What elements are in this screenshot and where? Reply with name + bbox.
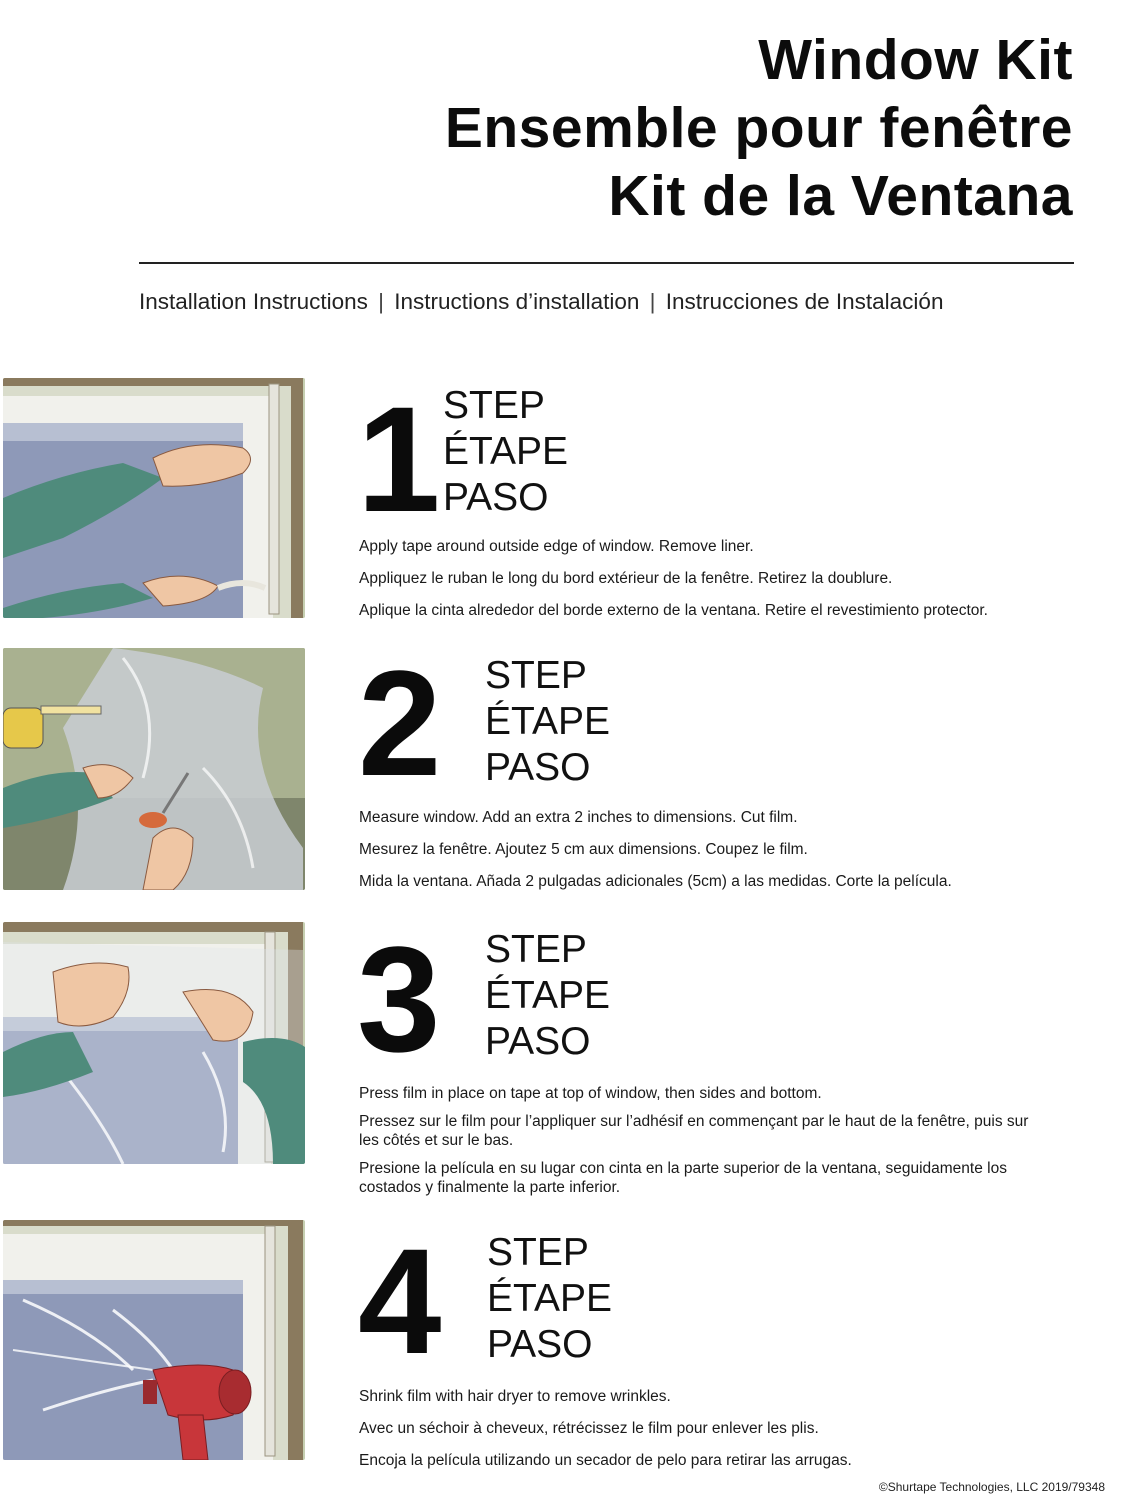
instruction-french: Mesurez la fenêtre. Ajoutez 5 cm aux dimensions. Coupez le film.	[359, 841, 808, 858]
step-label-english: STEP	[485, 928, 587, 971]
step-label-french: ÉTAPE	[485, 700, 610, 743]
step-1-instructions	[359, 537, 1059, 633]
step-2-illustration	[3, 648, 305, 890]
instruction-spanish: Presione la película en su lugar con cinta en la parte superior de la ventana, seguidamente los costados y finalmente la parte inferior.	[359, 1160, 1007, 1196]
step-1-illustration	[3, 378, 305, 618]
step-3-illustration	[3, 922, 305, 1164]
step-2-instructions	[359, 808, 1059, 904]
instruction-english: Press film in place on tape at top of window, then sides and bottom.	[359, 1085, 822, 1102]
step-4-instructions	[359, 1387, 1059, 1483]
step-label-french: ÉTAPE	[487, 1277, 612, 1320]
subtitle-french: Instructions d’installation	[394, 289, 640, 314]
step-label-spanish: PASO	[485, 746, 591, 789]
step-label-spanish: PASO	[485, 1020, 591, 1063]
step-4-number: 4	[358, 1217, 442, 1385]
step-label-spanish: PASO	[443, 476, 549, 519]
step-label-french: ÉTAPE	[443, 430, 568, 473]
instruction-french: Avec un séchoir à cheveux, rétrécissez le film pour enlever les plis.	[359, 1420, 819, 1437]
step-1-number: 1	[357, 375, 441, 543]
instruction-spanish: Mida la ventana. Añada 2 pulgadas adicionales (5cm) a las medidas. Corte la película.	[359, 873, 952, 890]
step-3-labels	[485, 927, 610, 1065]
subtitle-spanish: Instrucciones de Instalación	[665, 289, 944, 314]
document-title	[445, 26, 1073, 230]
title-spanish: Kit de la Ventana	[608, 164, 1073, 228]
step-1-labels	[443, 383, 568, 521]
step-label-french: ÉTAPE	[485, 974, 610, 1017]
instruction-english: Apply tape around outside edge of window. Remove liner.	[359, 538, 754, 555]
step-3-instructions	[359, 1084, 1049, 1210]
subtitle-separator: |	[378, 289, 384, 314]
step-label-english: STEP	[443, 384, 545, 427]
step-4-illustration	[3, 1220, 305, 1460]
step-4-labels	[487, 1230, 612, 1368]
instruction-french: Appliquez le ruban le long du bord extérieur de la fenêtre. Retirez la doublure.	[359, 570, 893, 587]
instruction-french: Pressez sur le film pour l’appliquer sur l’adhésif en commençant par le haut de la fenêtre, puis sur les côtés et sur le bas.	[359, 1113, 1029, 1149]
step-label-english: STEP	[487, 1231, 589, 1274]
step-2-number: 2	[358, 639, 442, 807]
header-divider	[139, 262, 1074, 264]
copyright-notice: ©Shurtape Technologies, LLC 2019/79348	[878, 1480, 1105, 1494]
instruction-spanish: Aplique la cinta alrededor del borde externo de la ventana. Retire el revestimiento protector.	[359, 602, 988, 619]
step-3-number: 3	[357, 915, 441, 1083]
instruction-spanish: Encoja la película utilizando un secador de pelo para retirar las arrugas.	[359, 1452, 852, 1469]
title-french: Ensemble pour fenêtre	[444, 96, 1073, 160]
step-label-english: STEP	[485, 654, 587, 697]
subtitle-separator: |	[649, 289, 656, 314]
step-2-labels	[485, 653, 610, 791]
instruction-english: Shrink film with hair dryer to remove wrinkles.	[359, 1388, 671, 1405]
step-label-spanish: PASO	[487, 1323, 593, 1366]
instruction-english: Measure window. Add an extra 2 inches to dimensions. Cut film.	[359, 809, 798, 826]
title-english: Window Kit	[758, 28, 1073, 92]
instructions-subtitle	[139, 289, 1079, 315]
subtitle-english: Installation Instructions	[139, 289, 368, 314]
